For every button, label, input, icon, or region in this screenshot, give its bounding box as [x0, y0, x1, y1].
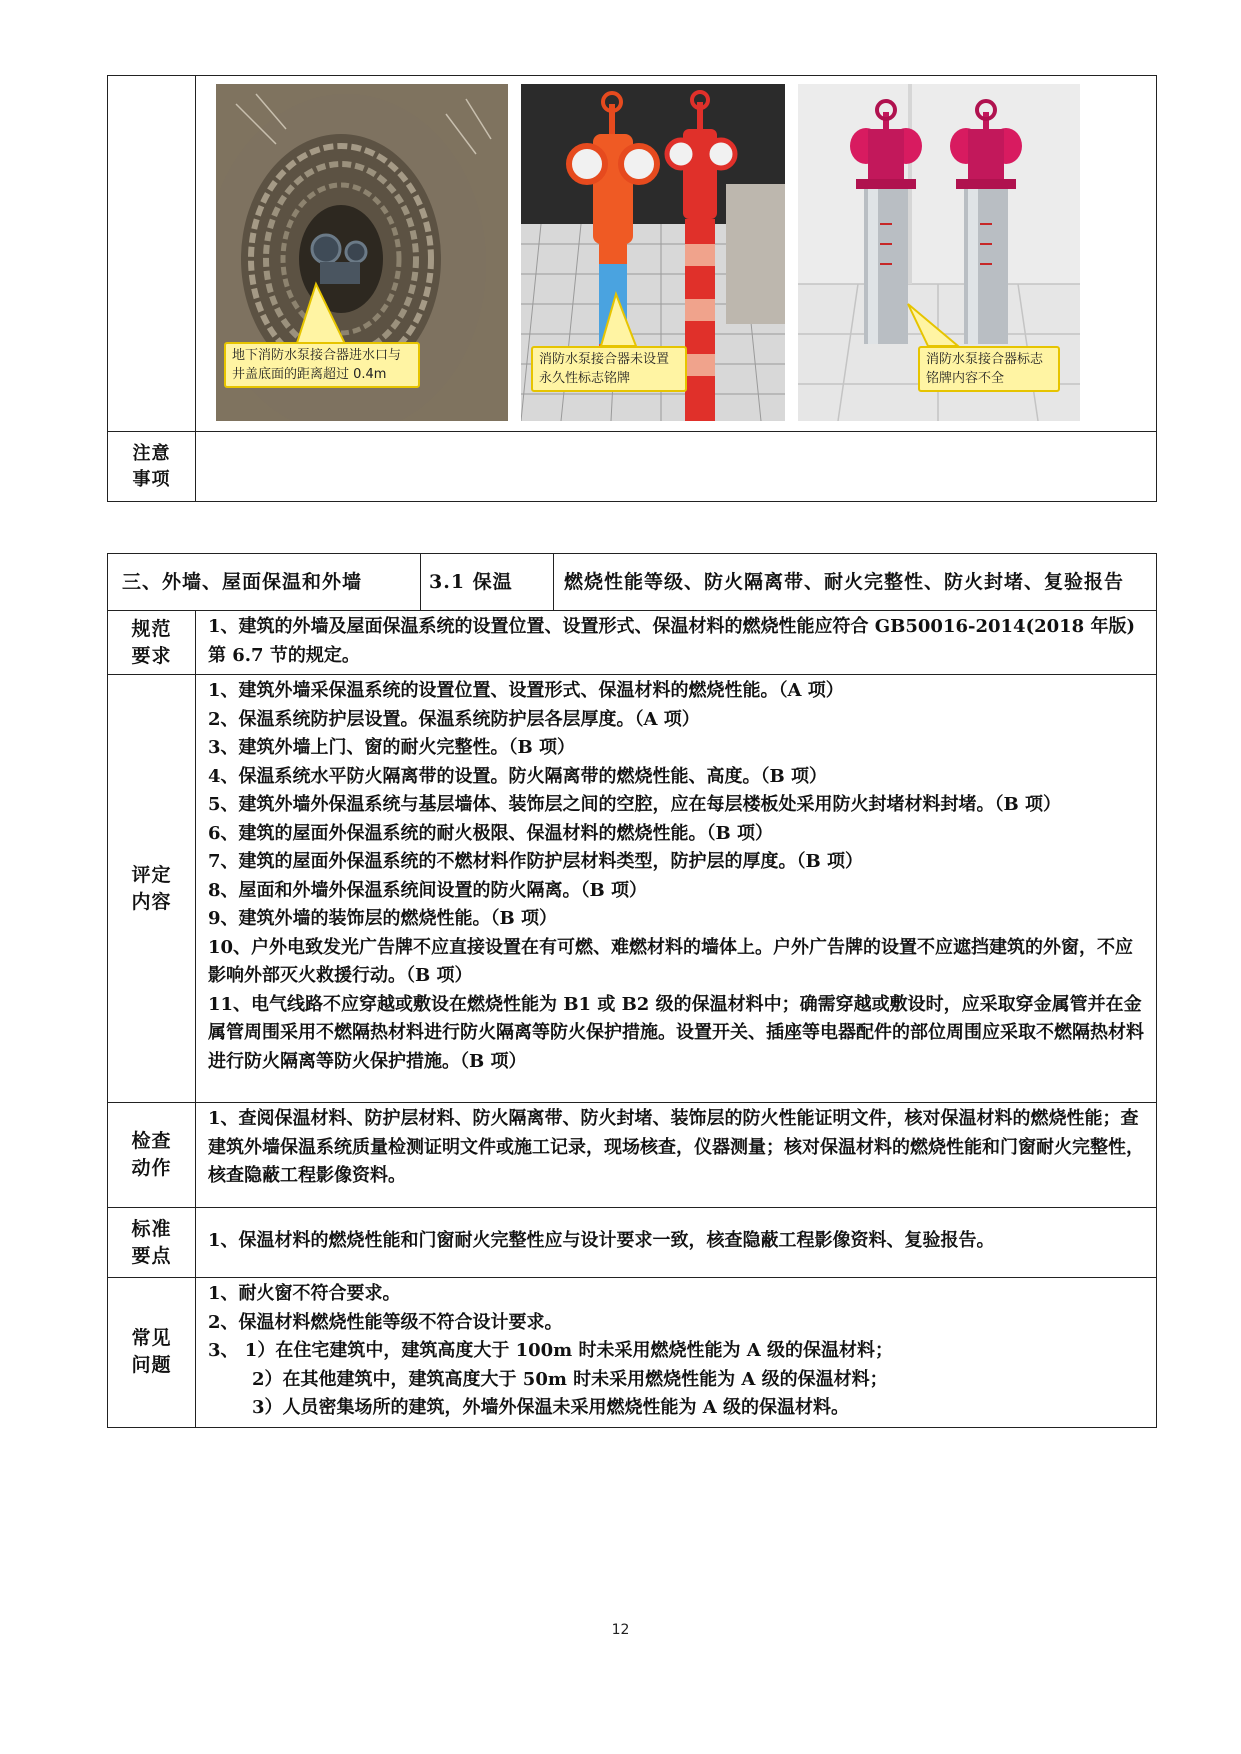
section-keywords: 燃烧性能等级、防火隔离带、耐火完整性、防火封堵、复验报告: [554, 554, 1157, 611]
photo-caption: 消防水泵接合器标志铭牌内容不全: [918, 346, 1060, 392]
evaluation-item: 8、屋面和外墙外保温系统间设置的防火隔离。（B 项）: [208, 879, 648, 901]
photo-table: [107, 75, 1157, 502]
evaluation-item: 6、建筑的屋面外保温系统的耐火极限、保温材料的燃烧性能。（B 项）: [208, 822, 774, 844]
empty-label-cell: [108, 76, 196, 432]
evaluation-item: 11、电气线路不应穿越或敷设在燃烧性能为 B1 或 B2 级的保温材料中；确需穿越或敷设时，应采取穿金属管并在金属管周围采用不燃隔热材料进行防火隔离等防火保护措施。设置开关、插座等电器配件的部位周围应采取不燃隔热材料进行防火隔离等防火保护措施。（B 项）: [208, 993, 1144, 1072]
photos-cell: [196, 76, 1157, 432]
evaluation-item: 2、保温系统防护层设置。保温系统防护层各层厚度。（A 项）: [208, 708, 700, 730]
problem-item: 3、 1）在住宅建筑中，建筑高度大于 100m 时未采用燃烧性能为 A 级的保温材料；: [208, 1340, 893, 1361]
photos-strip: [196, 76, 1156, 427]
photo-connector-incomplete-label: [798, 84, 1080, 421]
evaluation-item: 7、建筑的屋面外保温系统的不燃材料作防护层材料类型，防护层的厚度。（B 项）: [208, 851, 864, 872]
evaluation-item: 4、保温系统水平防火隔离带的设置。防火隔离带的燃烧性能、高度。（B 项）: [208, 765, 828, 787]
evaluation-item: 3、建筑外墙上门、窗的耐火完整性。（B 项）: [208, 737, 576, 758]
standard-label: 标准要点: [108, 1208, 196, 1278]
problems-label: 常见问题: [108, 1278, 196, 1428]
problem-item: 1、耐火窗不符合要求。: [208, 1283, 401, 1304]
page-number: 12: [611, 1622, 630, 1638]
problem-subitem: 2）在其他建筑中，建筑高度大于 50m 时未采用燃烧性能为 A 级的保温材料；: [252, 1368, 888, 1390]
photo-caption: 地下消防水泵接合器进水口与井盖底面的距离超过 0.4m: [224, 342, 420, 388]
evaluation-item: 1、建筑外墙采保温系统的设置位置、设置形式、保温材料的燃烧性能。（A 项）: [208, 680, 844, 701]
section-title: 三、外墙、屋面保温和外墙: [108, 554, 421, 611]
problems-content: [196, 1278, 1157, 1428]
spec-line: 1、建筑的外墙及屋面保温系统的设置位置、设置形式、保温材料的燃烧性能应符合 GB50016-2014(2018 年版)第 6.7 节的规定。: [208, 616, 1135, 666]
evaluation-item: 9、建筑外墙的装饰层的燃烧性能。（B 项）: [208, 908, 558, 929]
standard-content: [196, 1208, 1157, 1278]
inspection-line: 1、查阅保温材料、防护层材料、防火隔离带、防火封堵、装饰层的防火性能证明文件，核对保温材料的燃烧性能；查建筑外墙保温系统质量检测证明文件或施工记录，现场核查，仪器测量；核对保温材料的燃烧性能和门窗耐火完整性，核查隐蔽工程影像资料。: [208, 1108, 1144, 1186]
inspection-label: 检查动作: [108, 1103, 196, 1208]
problem-item: 2、保温材料燃烧性能等级不符合设计要求。: [208, 1311, 563, 1333]
evaluation-content: [196, 675, 1157, 1103]
notes-content: [196, 432, 1157, 502]
evaluation-label: 评定内容: [108, 675, 196, 1103]
notes-label: 注意事项: [108, 432, 196, 502]
photo-caption: 消防水泵接合器未设置永久性标志铭牌: [531, 346, 687, 392]
spec-content: [196, 611, 1157, 675]
spec-label: 规范要求: [108, 611, 196, 675]
problem-subitem: 3）人员密集场所的建筑，外墙外保温未采用燃烧性能为 A 级的保温材料。: [252, 1397, 850, 1418]
inspection-table: [107, 553, 1157, 1428]
inspection-content: [196, 1103, 1157, 1208]
standard-line: 1、保温材料的燃烧性能和门窗耐火完整性应与设计要求一致，核查隐蔽工程影像资料、复验报告。: [208, 1230, 995, 1252]
photo-connector-no-label: [521, 84, 785, 421]
evaluation-item: 10、户外电致发光广告牌不应直接设置在有可燃、难燃材料的墙体上。户外广告牌的设置不应遮挡建筑的外窗，不应影响外部灭火救援行动。（B 项）: [208, 936, 1134, 986]
section-subtitle: 3.1 保温: [421, 554, 554, 611]
evaluation-item: 5、建筑外墙外保温系统与基层墙体、装饰层之间的空腔，应在每层楼板处采用防火封堵材料封堵。（B 项）: [208, 794, 1061, 815]
photo-underground-connector: [216, 84, 508, 421]
